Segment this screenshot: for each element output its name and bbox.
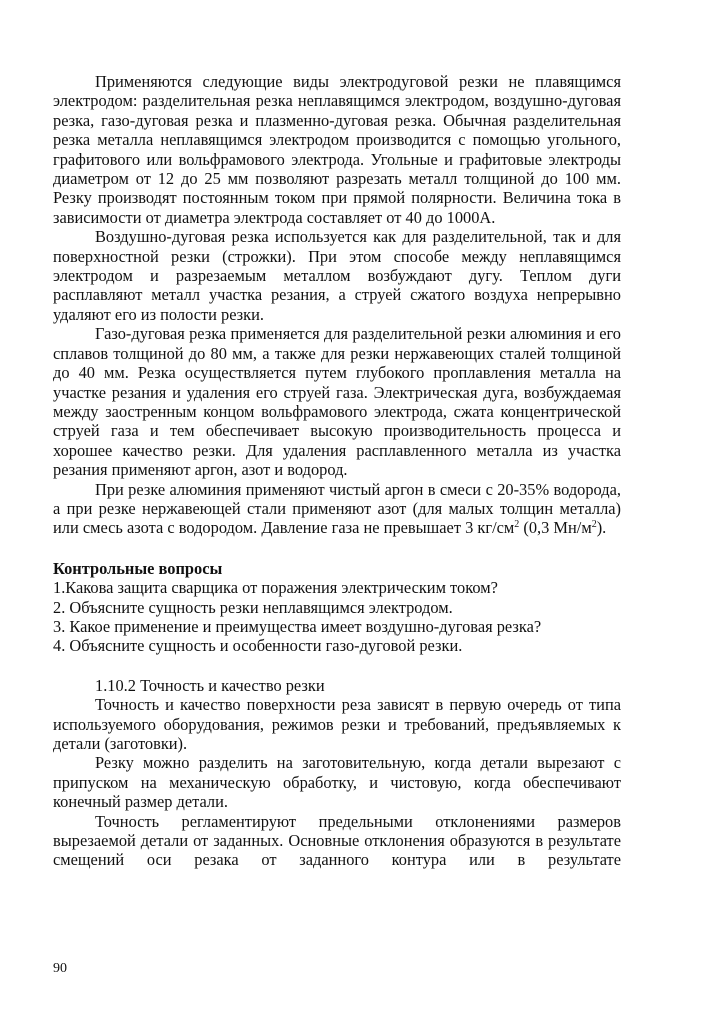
list-item: 3. Какое применение и преимущества имеет воздушно-дуговая резка? <box>53 616 542 636</box>
paragraph-aluminium-mid: (0,3 Мн/м <box>519 518 592 538</box>
paragraph-aluminium-cutting <box>53 480 621 538</box>
list-item: 4. Объясните сущность и особенности газо-дуговой резки. <box>53 636 463 656</box>
superscript-squared: 2 <box>591 519 597 531</box>
control-questions-heading: Контрольные вопросы <box>53 558 223 578</box>
control-questions-list <box>53 578 621 656</box>
list-item: 1.Какова защита сварщика от поражения электрическим током? <box>53 578 498 598</box>
page-number: 90 <box>53 961 67 976</box>
superscript-squared: 2 <box>514 519 520 531</box>
list-item: 2. Объясните сущность резки неплавящимся электродом. <box>53 597 453 617</box>
paragraph-cut-types: Резку можно разделить на заготовительную, когда детали вырезают с припуском на механическую обработку, и чистовую, когда обеспечивают конечный размер детали. <box>53 753 621 812</box>
paragraph-air-arc-cutting: Воздушно-дуговая резка используется как для разделительной, так и для поверхностной резки (строжки). При этом способе между неплавящимся электродом и разрезаемым металлом возбуждают дугу. Теплом дуги расплавляют металл участка резания, а струей сжатого воздуха непрерывно удаляют его из полости резки. <box>53 227 621 324</box>
section-title: 1.10.2 Точность и качество резки <box>95 675 325 695</box>
paragraph-aluminium-end: ). <box>596 518 607 538</box>
paragraph-arc-cutting-types: Применяются следующие виды электродуговой резки не плавящимся электродом: разделительная резка неплавящимся электродом, воздушно-дуговая резка, газо-дуговая резка и плазменно-дуговая резка. Обычная разделительная резка металла неплавящимся электродом производится с помощью угольного, графитового или вольфрамового электрода. Угольные и графитовые электроды диаметром от 12 до 25 мм позволяют разрезать металл толщиной до 100 мм. Резку производят постоянным током при прямой полярности. Величина тока в зависимости от диаметра электрода составляет от 40 до 1000А. <box>53 72 621 227</box>
paragraph-tolerances: Точность регламентируют предельными отклонениями размеров вырезаемой детали от заданных. Основные отклонения образуются в результате смещений оси резака от заданного контура или в результате <box>53 811 621 870</box>
paragraph-gas-arc-cutting: Газо-дуговая резка применяется для разделительной резки алюминия и его сплавов толщиной до 80 мм, а также для резки нержавеющих сталей толщиной до 40 мм. Резка осуществляется путем глубокого проплавления металла на участке резания и удаления его струей газа. Электрическая дуга, возбуждаемая между заостренным концом вольфрамового электрода, сжата концентрической струей газа и тем обеспечивает высокую производительность процесса и хорошее качество резки. Для удаления расплавленного металла из участка резания применяют аргон, азот и водород. <box>53 324 621 480</box>
document-page <box>53 72 621 870</box>
paragraph-cut-accuracy: Точность и качество поверхности реза зависят в первую очередь от типа используемого оборудования, режимов резки и требований, предъявляемых к детали (заготовки). <box>53 695 621 753</box>
paragraph-aluminium-text: При резке алюминия применяют чистый аргон в смеси с 20-35% водорода, а при резке нержавеющей стали применяют азот (для малых толщин металла) или смесь азота с водородом. Давление газа не превышает 3 кг/см <box>53 479 621 538</box>
